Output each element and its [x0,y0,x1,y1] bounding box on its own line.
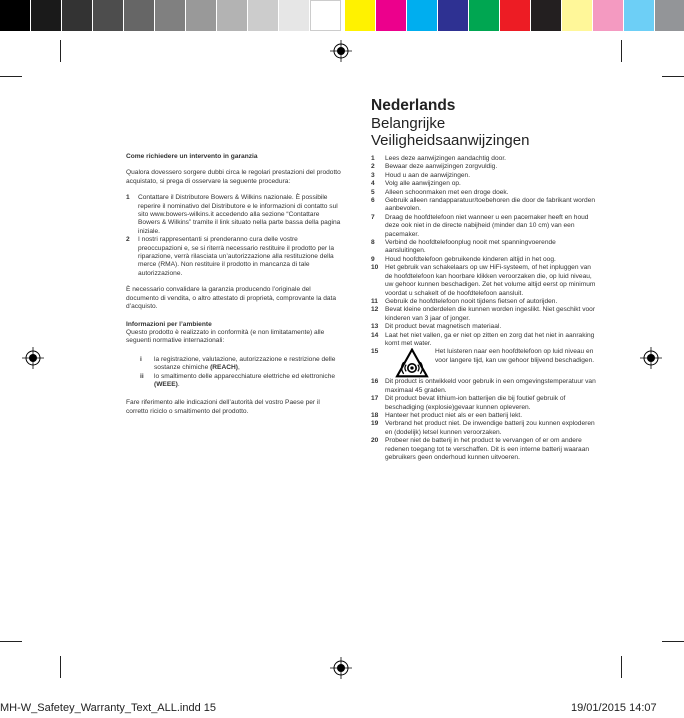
safety-item-number: 10 [371,264,379,272]
safety-item-number: 11 [371,297,378,305]
environment-closing: Fare riferimento alle indicazioni dell’autorità del vostro Paese per il corretto riciclo o smaltimento del prodotto. [126,399,320,415]
registration-mark-icon [330,40,352,62]
warranty-step [126,236,343,278]
safety-item [371,412,597,420]
safety-item [371,256,597,264]
file-slug: MH-W_Safetey_Warranty_Text_ALL.indd 15 [0,702,217,714]
color-swatch [248,0,279,31]
color-swatch [469,0,500,31]
norm-item [140,356,343,373]
safety-item [371,348,597,378]
safety-item-number: 2 [371,163,375,171]
safety-item-number: 9 [371,255,375,263]
safety-item-text: Houd u aan de aanwijzingen. [385,171,471,179]
safety-item-number: 6 [371,197,375,205]
color-swatch [62,0,93,31]
safety-item-text: Lees deze aanwijzingen aandachtig door. [385,155,506,162]
color-swatch [31,0,62,31]
norm-punct: , [237,364,240,372]
safety-item-number: 18 [371,411,379,419]
registration-mark-icon [22,347,44,369]
color-swatch [593,0,624,31]
color-swatch [124,0,155,31]
crop-mark [60,656,61,678]
color-swatch [345,0,376,31]
safety-item [371,180,597,188]
safety-item [371,306,597,323]
step-text: I nostri rappresentanti si prenderanno cura delle vostre preoccupazioni e, se si riterrà necessario restituire il prodotto per la riparazione, verrà rilasciata un’autorizzazione alla restituzione della merce (RMA). Non restituire il prodotto in mancanza di tale autorizzazione. [138,236,335,277]
safety-item-text: Bewaar deze aanwijzingen zorgvuldig. [385,163,498,171]
hearing-warning-icon [395,348,429,378]
safety-item [371,395,597,412]
safety-item-text: Verbind de hoofdtelefoonplug nooit met spanningvoerende aansluitingen. [385,239,556,255]
crop-mark [662,641,684,642]
safety-item [371,323,597,331]
color-swatch [186,0,217,31]
safety-item-text: Laat het niet vallen, ga er niet op zitten en zorg dat het niet in aanraking komt met water. [385,331,595,347]
norm-acronym: (REACH) [210,364,238,372]
registration-mark-icon [330,657,352,679]
safety-item-number: 12 [371,306,379,314]
color-swatch [310,0,341,31]
safety-item [371,378,597,395]
step-text: Contattare il Distributore Bowers & Wilkins nazionale. È possibile reperire il nominativo del Distributore e le informazioni di contatto sul sito www.bowers-wilkins.it accedendo alla sezione “Contattare Bowers & Wilkins” tramite il link situato nella parte bassa della pagina iniziale. [138,194,341,235]
safety-item-text: Dit product is ontwikkeld voor gebruik in een omgevingstemperatuur van maximaal 45 graden. [385,378,596,394]
color-swatch [562,0,593,31]
process-color-bar [345,0,684,31]
safety-item [371,155,597,163]
safety-item-text: Probeer niet de batterij in het product te vervangen of er om andere redenen toegang tot te verschaffen. Dit is een interne batterij waaraan gebruikers geen onderhoud kunnen uitvoeren. [385,437,590,461]
warranty-intro: Qualora dovessero sorgere dubbi circa le regolari prestazioni del prodotto acquistato, si prega di osservare la seguente procedura: [126,169,341,185]
safety-item-number: 15 [371,348,379,356]
safety-item-text: Draag de hoofdtelefoon niet wanneer u een pacemaker heeft en houd deze ook niet in de directe nabijheid (minder dan 10 cm) van een pacemaker. [385,213,589,238]
safety-item-number: 3 [371,171,375,179]
color-swatch [376,0,407,31]
warranty-heading: Come richiedere un intervento in garanzia [126,153,258,160]
environment-heading: Informazioni per l’ambiente [126,320,212,328]
norm-number: ii [140,372,144,380]
safety-item [371,298,597,306]
safety-item [371,332,597,349]
step-number: 1 [126,194,130,202]
safety-item [371,197,597,214]
safety-item-number: 13 [371,323,379,331]
safety-item-text: Verbrand het product niet. De inwendige batterij zou kunnen exploderen en (dodelijk) letsel kunnen veroorzaken. [385,420,595,436]
color-swatch [407,0,438,31]
norm-number: i [140,355,142,363]
warranty-step [126,194,343,236]
safety-item-number: 16 [371,378,379,386]
safety-item [371,214,597,239]
safety-item-text: Alleen schoonmaken met een droge doek. [385,188,509,196]
color-swatch [217,0,248,31]
safety-item-text: Dit product bevat lithium-ion batterijen die bij foutief gebruik of beschadiging (explosie)gevaar kunnen opleveren. [385,395,566,411]
crop-mark [621,40,622,62]
safety-title-line2: Veiligheidsaanwijzingen [371,132,530,149]
safety-item-text: Gebruik de hoofdtelefoon nooit tijdens fietsen of autorijden. [385,297,558,305]
language-heading: Nederlands [371,97,456,114]
safety-item-number: 5 [371,188,375,196]
safety-item-number: 20 [371,437,379,445]
safety-item [371,239,597,256]
safety-item-text: Hanteer het product niet als er een batterij lekt. [385,411,523,419]
safety-item [371,163,597,171]
date-slug: 19/01/2015 14:07 [571,702,657,714]
safety-item-number: 17 [371,395,379,403]
safety-item [371,172,597,180]
environment-text: Questo prodotto è realizzato in conformità (e non limitatamente) alle seguenti normative internazionali: [126,328,325,345]
norm-item [140,373,343,390]
color-swatch [438,0,469,31]
safety-item-number: 7 [371,213,375,221]
color-swatch [500,0,531,31]
safety-title-line1: Belangrijke [371,115,446,132]
safety-item-number: 8 [371,239,375,247]
color-swatch [655,0,684,31]
safety-item [371,437,597,462]
safety-item-text: Bevat kleine onderdelen die kunnen worden ingeslikt. Niet geschikt voor kinderen van 3 jaar of jonger. [385,306,596,322]
safety-item-number: 19 [371,420,379,428]
safety-item [371,264,597,298]
color-swatch [93,0,124,31]
norm-text: la registrazione, valutazione, autorizzazione e restrizione delle sostanze chimiche [154,355,336,372]
color-swatch [624,0,655,31]
safety-item-text: Het gebruik van schakelaars op uw HiFi-systeem, of het inpluggen van de hoofdtelefoon kan hoorbare klikken veroorzaken die, op luid niveau, uw gehoor kunnen beschadigen. Zet het volume altijd eerst op minimum voordat u schakelt of de hoofdtelefoon aansluit. [385,264,596,297]
color-swatch [0,0,31,31]
safety-item-number: 14 [371,331,379,339]
crop-mark [0,641,22,642]
registration-mark-icon [640,347,662,369]
gray-color-bar [0,0,341,31]
safety-item-text: Houd hoofdtelefoon gebruikende kinderen altijd in het oog. [385,255,556,263]
crop-mark [60,40,61,62]
color-swatch [279,0,310,31]
safety-column-dutch [371,97,597,462]
safety-item-text: Volg alle aanwijzingen op. [385,180,461,188]
safety-item-text: Gebruik alleen randapparatuur/toebehoren die door de fabrikant worden aanbevolen. [385,197,596,213]
crop-mark [621,656,622,678]
color-swatch [155,0,186,31]
warranty-steps [126,194,343,278]
norms-list [126,356,343,390]
safety-list [371,155,597,462]
safety-item-number: 4 [371,180,375,188]
step-number: 2 [126,236,130,244]
crop-mark [0,76,22,77]
norm-text: lo smaltimento delle apparecchiature elettriche ed elettroniche [154,372,336,380]
safety-item-number: 1 [371,155,375,162]
color-swatch [531,0,562,31]
norm-punct: . [177,380,180,388]
safety-item-text: Het luisteren naar een hoofdtelefoon op luid niveau en voor langere tijd, kan uw gehoor blijvend beschadigen. [435,348,595,364]
norm-acronym: (WEEE) [154,380,178,388]
safety-item [371,189,597,197]
warranty-validity: È necessario convalidare la garanzia producendo l’originale del documento di vendita, o altro attestato di proprietà, comprovante la data d’acquisto. [126,286,337,311]
crop-mark [662,76,684,77]
warranty-column-italian [126,153,343,416]
safety-item-text: Dit product bevat magnetisch materiaal. [385,323,502,331]
safety-item [371,420,597,437]
